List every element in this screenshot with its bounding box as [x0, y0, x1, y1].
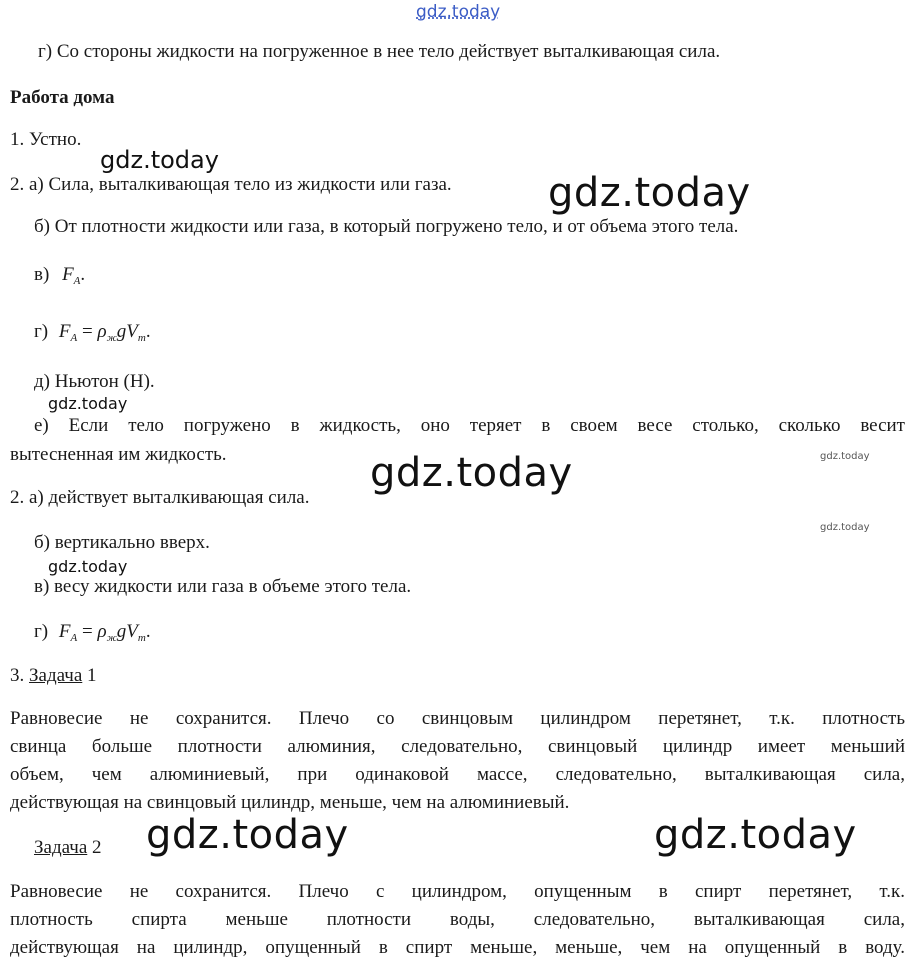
item-2a: 2. а) Сила, выталкивающая тело из жидкости или газа.: [10, 174, 452, 195]
section-heading: Работа дома: [10, 87, 115, 108]
item-2v-second: в) весу жидкости или газа в объеме этого тела.: [34, 576, 412, 597]
answer-g-top: г) Со стороны жидкости на погруженное в нее тело действует выталкивающая сила.: [38, 41, 721, 62]
formula-archimedes: $F_A = \rho_жgV_т$.: [58, 321, 151, 344]
item-number: 3.: [10, 665, 25, 686]
item-3: [10, 664, 97, 688]
task2-line: Равновесие не сохранится. Плечо с цилиндром, опущенным в спирт перетянет, т.к.: [10, 881, 905, 902]
task1-line: действующая на свинцовый цилиндр, меньше, чем на алюминиевый.: [10, 792, 570, 813]
item-prefix: г): [34, 621, 49, 642]
item-2g: [34, 320, 151, 350]
watermark: gdz.today: [100, 146, 219, 174]
item-2b: б) От плотности жидкости или газа, в который погружено тело, и от объема этого тела.: [34, 216, 739, 237]
task-label: Задача: [29, 665, 83, 686]
item-prefix: в): [34, 264, 50, 285]
item-2a-second: 2. а) действует выталкивающая сила.: [10, 487, 310, 508]
item-2e-line1: е) Если тело погружено в жидкость, оно теряет в своем весе столько, сколько весит: [34, 415, 905, 436]
watermark: gdz.today: [48, 557, 128, 576]
task2-line: плотность спирта меньше плотности воды, следовательно, выталкивающая сила,: [10, 909, 905, 930]
item-1: 1. Устно.: [10, 129, 82, 150]
task-label: Задача: [34, 837, 88, 858]
item-prefix: г): [34, 321, 49, 342]
task1-line: объем, чем алюминиевый, при одинаковой массе, следовательно, выталкивающая сила,: [10, 764, 905, 785]
task-2-heading: [34, 836, 102, 860]
item-2b-second: б) вертикально вверх.: [34, 532, 210, 553]
item-2g-second: [34, 620, 151, 650]
watermark: gdz.today: [820, 522, 870, 533]
formula-archimedes: $F_A = \rho_жgV_т$.: [58, 621, 151, 644]
task-number: 1: [87, 665, 97, 686]
task2-line: действующая на цилиндр, опущенный в спирт меньше, меньше, чем на опущенный в воду.: [10, 937, 905, 958]
watermark-top: gdz.today: [416, 2, 501, 22]
formula-fa: $F_A$.: [62, 264, 86, 287]
watermark: gdz.today: [370, 450, 573, 496]
watermark: gdz.today: [820, 451, 870, 462]
item-2d: д) Ньютон (Н).: [34, 371, 155, 392]
watermark: gdz.today: [48, 394, 128, 413]
task-number: 2: [92, 837, 102, 858]
item-2v: [34, 263, 85, 293]
task1-line: свинца больше плотности алюминия, следовательно, свинцовый цилиндр имеет меньший: [10, 736, 905, 757]
item-2e-line2: вытесненная им жидкость.: [10, 444, 227, 465]
watermark: gdz.today: [548, 170, 751, 216]
task1-line: Равновесие не сохранится. Плечо со свинцовым цилиндром перетянет, т.к. плотность: [10, 708, 905, 729]
watermark: gdz.today: [654, 812, 857, 858]
watermark: gdz.today: [146, 812, 349, 858]
